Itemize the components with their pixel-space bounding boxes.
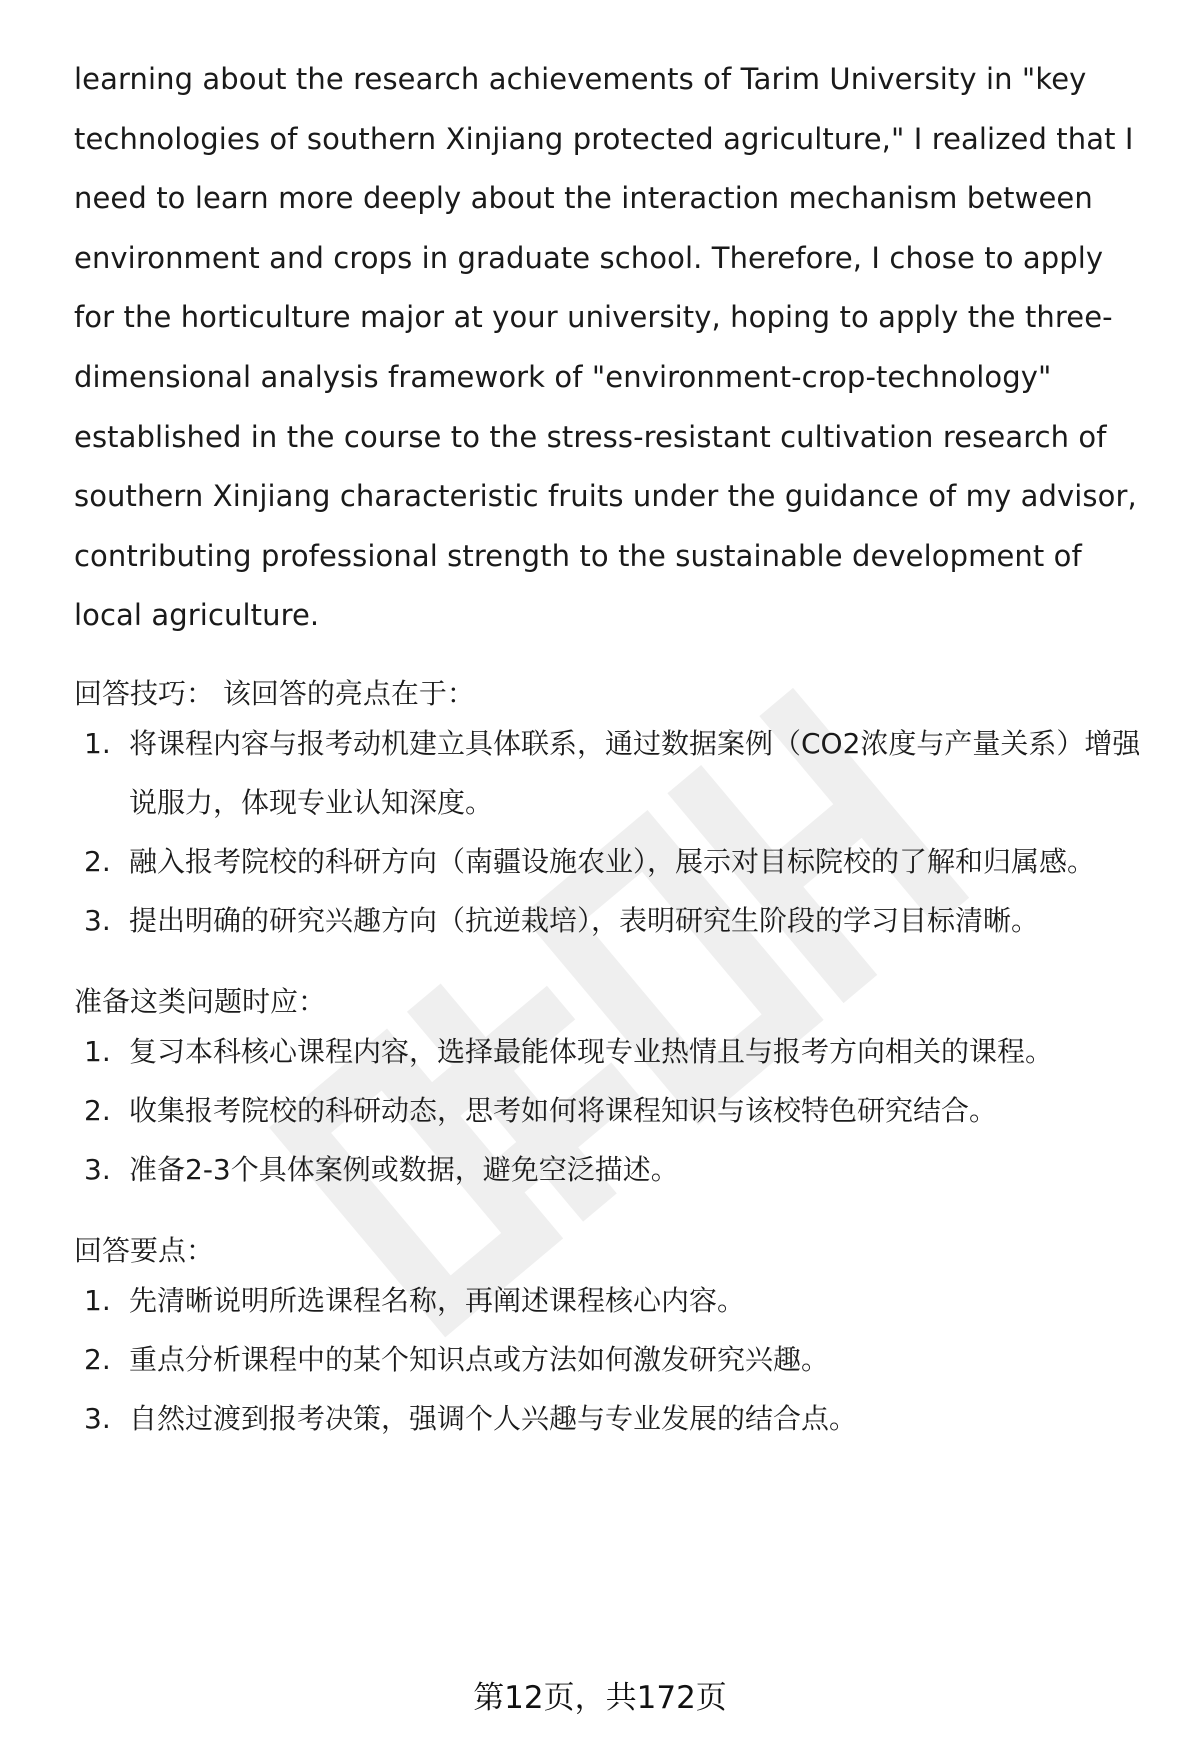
list-item-text: 复习本科核心课程内容，选择最能体现专业热情且与报考方向相关的课程。 <box>129 1034 1054 1068</box>
list-item-text: 自然过渡到报考决策，强调个人兴趣与专业发展的结合点。 <box>129 1401 858 1435</box>
prep-heading: 准备这类问题时应： <box>74 984 327 1018</box>
list-item <box>74 1389 1144 1448</box>
list-number: 2. <box>84 1093 111 1127</box>
page-number: 第12页，共172页 <box>473 1680 727 1716</box>
list-number: 3. <box>84 1152 111 1186</box>
list-number: 3. <box>84 1401 111 1435</box>
list-item <box>74 1140 1144 1199</box>
list-item <box>74 891 1144 950</box>
list-item-text: 准备2-3个具体案例或数据，避免空泛描述。 <box>129 1152 679 1186</box>
main-content <box>74 50 1144 1448</box>
list-number: 2. <box>84 844 111 878</box>
list-item-text: 重点分析课程中的某个知识点或方法如何激发研究兴趣。 <box>129 1342 830 1376</box>
tips-list <box>74 714 1144 950</box>
points-list <box>74 1271 1144 1448</box>
prep-list <box>74 1022 1144 1199</box>
list-number: 2. <box>84 1342 111 1376</box>
list-item-text: 提出明确的研究兴趣方向（抗逆栽培），表明研究生阶段的学习目标清晰。 <box>129 903 1040 937</box>
list-item <box>74 1271 1144 1330</box>
body-paragraph: learning about the research achievements of Tarim University in "key technologies of southern Xinjiang protected agriculture," I realized that I need to learn more deeply about the interaction mechanism between environment and crops in graduate school. Therefore, I chose to apply for the horticulture major at your university, hoping to apply the three-dimensional analysis framework of "environment-crop-technology" established in the course to the stress-resistant cultivation research of southern Xinjiang characteristic fruits under the guidance of my advisor, contributing professional strength to the sustainable development of local agriculture. <box>74 62 1137 633</box>
list-item-text: 收集报考院校的科研动态，思考如何将课程知识与该校特色研究结合。 <box>129 1093 998 1127</box>
list-item-text: 将课程内容与报考动机建立具体联系，通过数据案例（CO2浓度与产量关系）增强说服力，体现专业认知深度。 <box>129 726 1141 819</box>
list-item <box>74 832 1144 891</box>
list-item <box>74 1022 1144 1081</box>
list-item <box>74 714 1144 832</box>
list-item <box>74 1330 1144 1389</box>
list-number: 1. <box>84 1034 111 1068</box>
points-heading: 回答要点： <box>74 1233 215 1267</box>
tips-heading: 回答技巧： 该回答的亮点在于： <box>74 676 475 710</box>
list-item-text: 融入报考院校的科研方向（南疆设施农业），展示对目标院校的了解和归属感。 <box>129 844 1096 878</box>
list-item <box>74 1081 1144 1140</box>
list-number: 3. <box>84 903 111 937</box>
list-number: 1. <box>84 1283 111 1317</box>
list-item-text: 先清晰说明所选课程名称，再阐述课程核心内容。 <box>129 1283 746 1317</box>
list-number: 1. <box>84 726 111 760</box>
